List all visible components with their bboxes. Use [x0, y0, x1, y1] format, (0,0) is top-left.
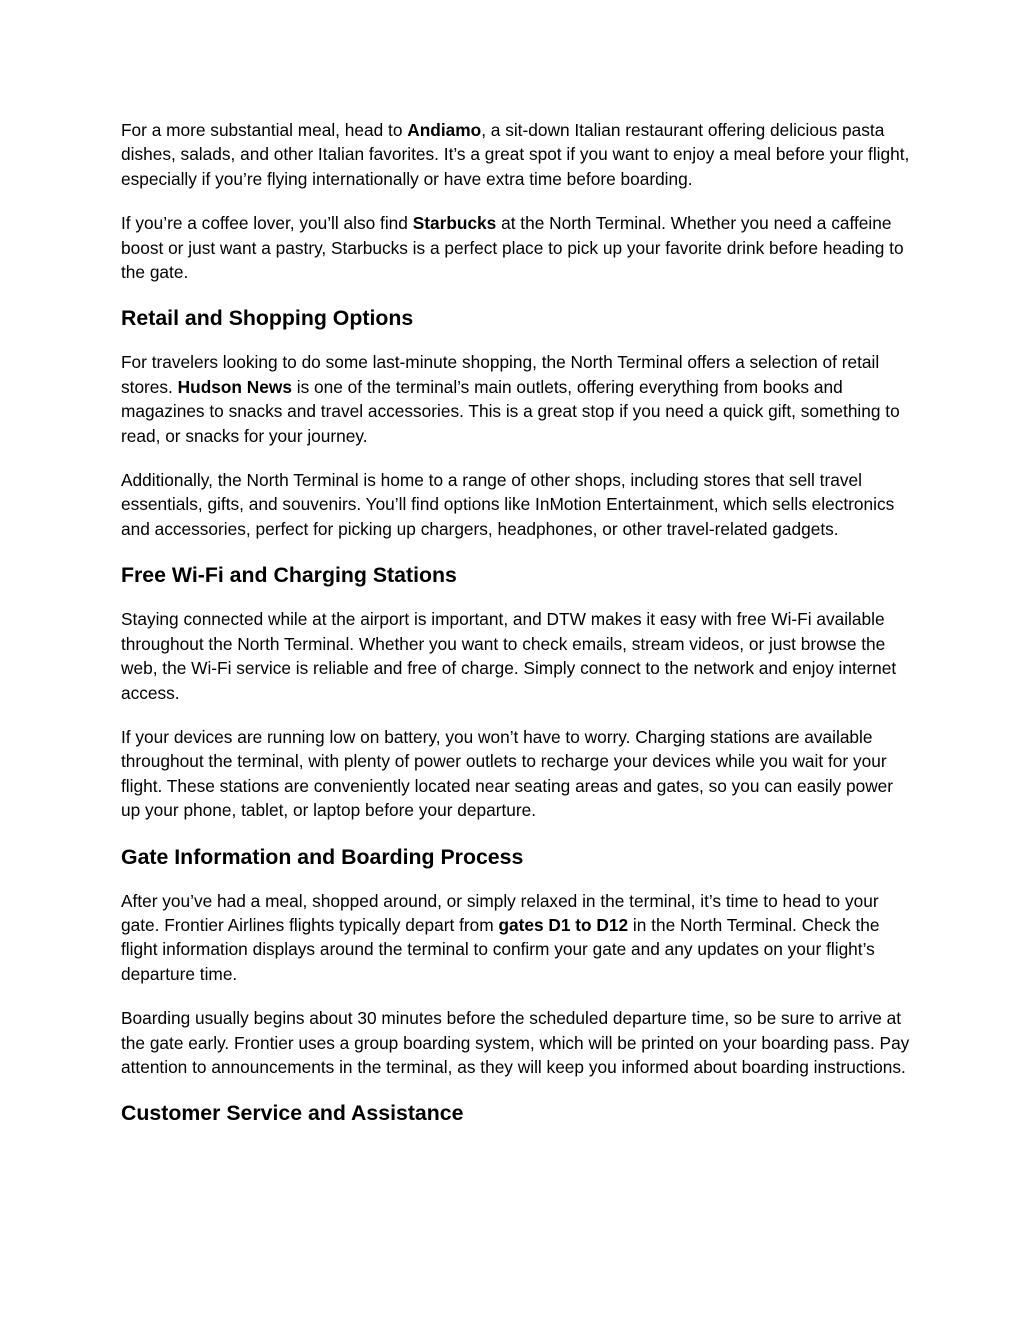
text-run: in the North Terminal. Check the flight information displays around the terminal to confirm your gate and any updates on your flight’s departure time.: [121, 914, 880, 984]
text-run: After you’ve had a meal, shopped around, or simply relaxed in the terminal, it’s time to head to your gate. Frontier Airlines flights typically depart from: [121, 890, 879, 935]
text-run: Staying connected while at the airport is important, and DTW makes it easy with free Wi-Fi available throughout the North Terminal. Whether you want to check emails, stream videos, or just browse the web, the Wi-Fi service is reliable and free of charge. Simply connect to the network and enjoy internet access.: [121, 609, 897, 703]
bold-run: Andiamo: [407, 120, 482, 140]
heading-retail-shopping: Retail and Shopping Options: [121, 306, 414, 331]
document-page: [121, 118, 911, 1145]
paragraph-gate-info: [121, 889, 911, 987]
text-run: , a sit-down Italian restaurant offering delicious pasta dishes, salads, and other Italian favorites. It’s a great spot if you want to enjoy a meal before your flight, especially if you’re flying internationally or have extra time before boarding.: [121, 120, 910, 189]
bold-run: Hudson News: [177, 376, 292, 397]
text-run: is one of the terminal’s main outlets, offering everything from books and magazines to snacks and travel accessories. This is a great stop if you need a quick gift, something to read, or snacks for your journey.: [121, 376, 900, 446]
paragraph-andiamo: [121, 118, 911, 191]
text-run: at the North Terminal. Whether you need a caffeine boost or just want a pastry, Starbucks is a perfect place to pick up your favorite drink before heading to the gate.: [121, 213, 904, 283]
paragraph-starbucks: [121, 211, 911, 284]
heading-customer-service: Customer Service and Assistance: [121, 1101, 464, 1126]
text-run: For travelers looking to do some last-minute shopping, the North Terminal offers a selection of retail stores.: [121, 352, 880, 397]
text-run: If you’re a coffee lover, you’ll also find: [121, 213, 413, 234]
heading-wifi-charging: Free Wi-Fi and Charging Stations: [121, 563, 457, 588]
heading-gate-boarding: Gate Information and Boarding Process: [121, 844, 524, 869]
text-run: Boarding usually begins about 30 minutes before the scheduled departure time, so be sure to arrive at the gate early. Frontier uses a group boarding system, which will be printed on your boarding pass. Pay attention to announcements in the terminal, as they will keep you informed about boarding instructions.: [121, 1008, 910, 1077]
bold-run: Starbucks: [412, 213, 497, 234]
paragraph-hudson-news: [121, 350, 911, 448]
paragraph-boarding: [121, 1006, 911, 1079]
paragraph-charging: [121, 725, 911, 823]
text-run: Additionally, the North Terminal is home to a range of other shops, including stores that sell travel essentials, gifts, and souvenirs. You’ll find options like InMotion Entertainment, which sells electronics and accessories, perfect for picking up chargers, headphones, or other travel-related gadgets.: [121, 470, 895, 539]
paragraph-other-shops: [121, 468, 911, 541]
paragraph-wifi: [121, 607, 911, 705]
bold-run: gates D1 to D12: [498, 914, 629, 935]
text-run: For a more substantial meal, head to: [121, 120, 408, 140]
text-run: If your devices are running low on battery, you won’t have to worry. Charging stations are available throughout the terminal, with plenty of power outlets to recharge your devices while you wait for your flight. These stations are conveniently located near seating areas and gates, so you can easily power up your phone, tablet, or laptop before your departure.: [121, 726, 894, 821]
